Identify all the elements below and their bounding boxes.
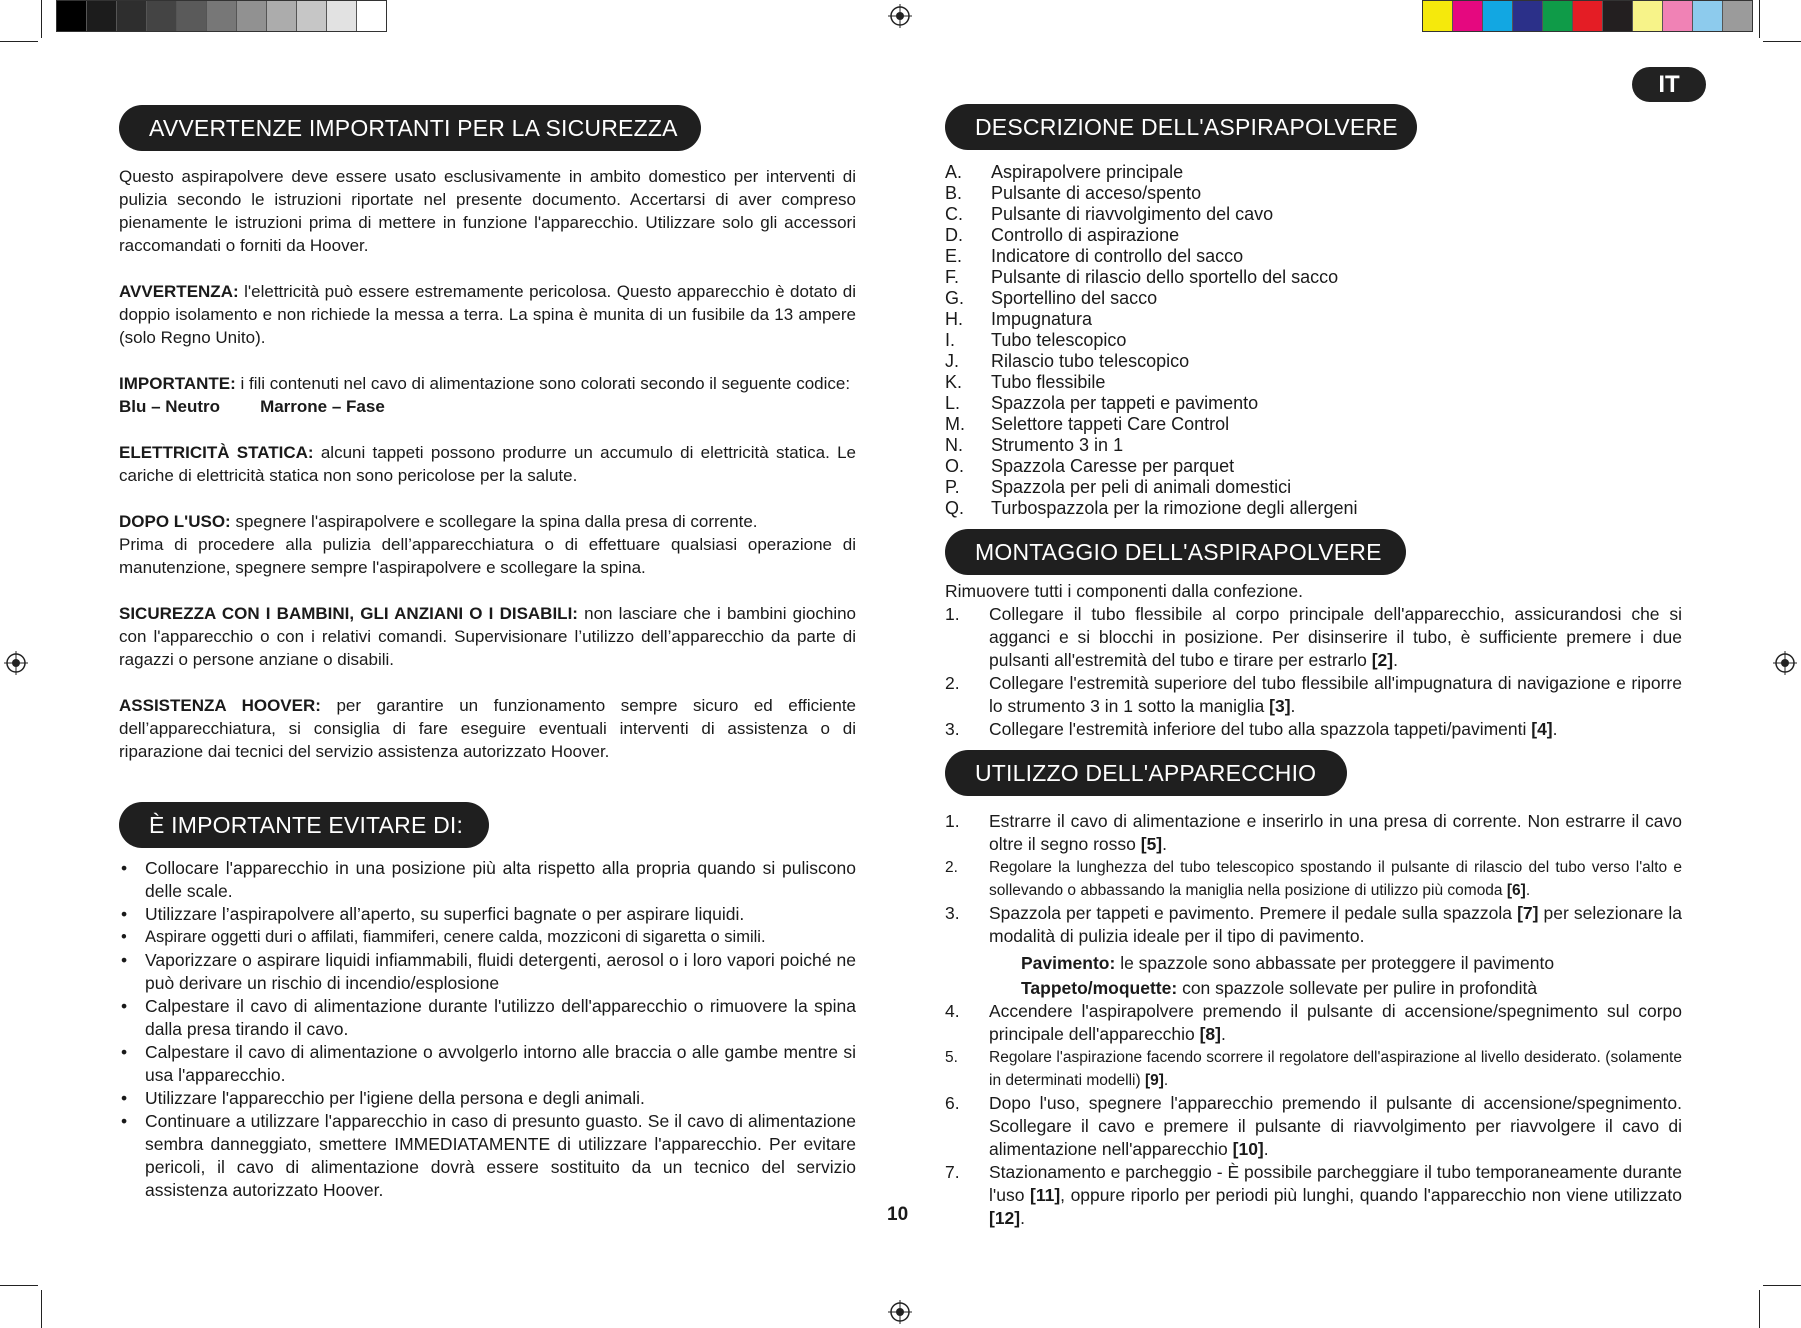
- registration-mark-icon: [4, 651, 28, 675]
- color-swatch: [297, 1, 327, 31]
- color-swatch: [1603, 1, 1633, 31]
- list-item: A. Aspirapolvere principale: [945, 162, 1184, 182]
- list-item: J. Rilascio tubo telescopico: [945, 351, 1190, 371]
- color-swatch: [207, 1, 237, 31]
- list-item: • Continuare a utilizzare l'apparecchio in caso di presunto guasto. Se il cavo di alimentazione sembra danneggiato, smettere IMMEDIATAMENTE di utilizzare l'apparecchio. Per evitare pericoli, il cavo di alimentazione dovrà essere sostituito da un tecnico del servizio assistenza autorizzato Hoover.: [119, 1110, 856, 1202]
- children-safety-paragraph: SICUREZZA CON I BAMBINI, GLI ANZIANI O I DISABILI: non lasciare che i bambini giochino con l'apparecchio o con i relativi comandi. Supervisionare l’utilizzo dell’apparecchio da parte di ragazzi o persone anziane o disabili.: [119, 604, 857, 669]
- list-item: D. Controllo di aspirazione: [945, 225, 1180, 245]
- list-item: F. Pulsante di rilascio dello sportello del sacco: [945, 267, 1339, 287]
- safety-section-body: [119, 165, 856, 763]
- safety-section-title: AVVERTENZE IMPORTANTI PER LA SICUREZZA: [119, 105, 701, 151]
- list-item: • Utilizzare l'apparecchio per l'igiene della persona e degli animali.: [119, 1087, 856, 1110]
- gray-calibration-bar: [56, 0, 387, 32]
- maintenance-paragraph: Prima di procedere alla pulizia dell’apparecchiatura o di effettuare qualsiasi operazione di manutenzione, spegnere sempre l'aspirapolvere e scollegare la spina.: [119, 535, 856, 577]
- crop-mark: [1759, 0, 1760, 38]
- usage-section-title: UTILIZZO DELL'APPARECCHIO: [945, 750, 1347, 796]
- list-item: K. Tubo flessibile: [945, 372, 1106, 392]
- list-item: • Calpestare il cavo di alimentazione o avvolgerlo intorno alle braccia o alle gambe mentre si usa l'apparecchio.: [119, 1041, 856, 1087]
- list-item: • Aspirare oggetti duri o affilati, fiammiferi, cenere calda, mozziconi di sigaretta o simili.: [119, 926, 856, 949]
- color-swatch: [327, 1, 357, 31]
- list-item: 2. Collegare l'estremità superiore del tubo flessibile all'impugnatura di navigazione e riporre lo strumento 3 in 1 sotto la maniglia [3].: [945, 673, 1682, 716]
- list-item: 7. Stazionamento e parcheggio - È possibile parcheggiare il tubo temporaneamente durante l'uso [11], oppure riporlo per periodi più lunghi, quando l'apparecchio non viene utilizzato [12].: [945, 1162, 1682, 1228]
- list-item: E. Indicatore di controllo del sacco: [945, 246, 1244, 266]
- description-section-title: DESCRIZIONE DELL'ASPIRAPOLVERE: [945, 104, 1417, 150]
- list-item: • Utilizzare l’aspirapolvere all’aperto, su superfici bagnate o per aspirare liquidi.: [119, 903, 856, 926]
- color-swatch: [57, 1, 87, 31]
- color-swatch: [1663, 1, 1693, 31]
- color-swatch: [147, 1, 177, 31]
- list-item: N. Strumento 3 in 1: [945, 435, 1124, 455]
- assembly-steps: [945, 603, 1682, 741]
- list-item: 5. Regolare l'aspirazione facendo scorrere il regolatore dell'aspirazione al livello desiderato. (solamente in determinati modelli) [9].: [945, 1049, 1682, 1089]
- list-item: 3. Collegare l'estremità inferiore del tubo alla spazzola tappeti/pavimenti [4].: [945, 719, 1558, 739]
- list-item: 2. Regolare la lunghezza del tubo telescopico spostando il pulsante di rilascio del tubo verso l'alto e sollevando o abbassando la maniglia nella posizione di utilizzo più comoda [6].: [945, 859, 1682, 899]
- avoid-list: [119, 857, 856, 1202]
- carpet-mode-line: Tappeto/moquette: con spazzole sollevate per pulire in profondità: [1021, 978, 1538, 998]
- assembly-section-title: MONTAGGIO DELL'ASPIRAPOLVERE: [945, 529, 1406, 575]
- color-swatch: [1633, 1, 1663, 31]
- list-item: 1. Collegare il tubo flessibile al corpo principale dell'apparecchio, assicurandosi che si agganci e si blocchi in posizione. Per disinserire il tubo, è sufficiente premere i due pulsanti all'estremità del tubo e tirare per estrarlo [2].: [945, 604, 1682, 670]
- avoid-section-title: È IMPORTANTE EVITARE DI:: [119, 802, 489, 848]
- list-item: P. Spazzola per peli di animali domestici: [945, 477, 1292, 497]
- crop-mark: [0, 41, 38, 42]
- list-item: 3. Spazzola per tappeti e pavimento. Premere il pedale sulla spazzola [7] per selezionare la modalità di pulizia ideale per il tipo di pavimento.: [945, 903, 1683, 946]
- list-item: M. Selettore tappeti Care Control: [945, 414, 1230, 434]
- safety-intro: Questo aspirapolvere deve essere usato esclusivamente in ambito domestico per interventi di pulizia secondo le istruzioni riportate nel presente documento. Accertarsi di aver compreso pienamente le istruzioni prima di mettere in funzione l'apparecchio. Utilizzare solo gli accessori raccomandati o forniti da Hoover.: [119, 167, 856, 255]
- list-item: 1. Estrarre il cavo di alimentazione e inserirlo in una presa di corrente. Non estrarre il cavo oltre il segno rosso [5].: [945, 811, 1682, 854]
- list-item: O. Spazzola Caresse per parquet: [945, 456, 1235, 476]
- color-swatch: [1483, 1, 1513, 31]
- color-swatch: [1423, 1, 1453, 31]
- list-item: I. Tubo telescopico: [945, 330, 1127, 350]
- color-swatch: [357, 1, 386, 31]
- warning-paragraph: AVVERTENZA: l'elettricità può essere estremamente pericolosa. Questo apparecchio è dotato di doppio isolamento e non richiede la messa a terra. La spina è munita di un fusibile da 13 ampere (solo Regno Unito).: [119, 282, 856, 347]
- color-swatch: [1573, 1, 1603, 31]
- color-swatch: [177, 1, 207, 31]
- list-item: • Vaporizzare o aspirare liquidi infiammabili, fluidi detergenti, aerosol o i loro vapori poiché ne può derivare un rischio di incendio/esplosione: [119, 949, 856, 995]
- crop-mark: [1763, 1285, 1801, 1286]
- language-badge: IT: [1632, 67, 1706, 102]
- registration-mark-icon: [888, 1300, 912, 1324]
- color-calibration-bar: [1422, 0, 1753, 32]
- crop-mark: [41, 1290, 42, 1328]
- list-item: • Calpestare il cavo di alimentazione durante l'utilizzo dell'apparecchio o rimuovere la spina dalla presa tirando il cavo.: [119, 995, 856, 1041]
- color-swatch: [1693, 1, 1723, 31]
- crop-mark: [1763, 41, 1801, 42]
- crop-mark: [41, 0, 42, 38]
- crop-mark: [0, 1285, 38, 1286]
- service-paragraph: ASSISTENZA HOOVER: per garantire un funzionamento sempre sicuro ed efficiente dell’apparecchiatura, si consiglia di fare eseguire eventuali interventi di assistenza o di riparazione dai tecnici del servizio assistenza autorizzato Hoover.: [119, 696, 857, 761]
- color-swatch: [1543, 1, 1573, 31]
- static-paragraph: ELETTRICITÀ STATICA: alcuni tappeti possono produrre un accumulo di elettricità statica. Le cariche di elettricità statica non sono pericolose per la salute.: [119, 443, 857, 485]
- list-item: L. Spazzola per tappeti e pavimento: [945, 393, 1259, 413]
- page-number: 10: [887, 1204, 909, 1225]
- parts-list: [945, 162, 1505, 519]
- color-swatch: [267, 1, 297, 31]
- assembly-intro: Rimuovere tutti i componenti dalla confezione.: [945, 581, 1303, 601]
- list-item: H. Impugnatura: [945, 309, 1093, 329]
- list-item: • Collocare l'apparecchio in una posizione più alta rispetto alla propria quando si puliscono delle scale.: [119, 857, 856, 903]
- color-swatch: [87, 1, 117, 31]
- color-swatch: [1453, 1, 1483, 31]
- list-item: B. Pulsante di acceso/spento: [945, 183, 1202, 203]
- color-swatch: [237, 1, 267, 31]
- floor-mode-line: Pavimento: le spazzole sono abbassate per proteggere il pavimento: [1021, 953, 1555, 973]
- list-item: G. Sportellino del sacco: [945, 288, 1158, 308]
- after-use-paragraph: DOPO L'USO: spegnere l'aspirapolvere e scollegare la spina dalla presa di corrente.: [119, 512, 758, 531]
- list-item: 6. Dopo l'uso, spegnere l'apparecchio premendo il pulsante di accensione/spegnimento. Scollegare il cavo e premere il pulsante di riavvolgimento per riavvolgere il cavo di alimentazione nell'apparecchio [10].: [945, 1093, 1682, 1159]
- registration-mark-icon: [888, 4, 912, 28]
- list-item: C. Pulsante di riavvolgimento del cavo: [945, 204, 1274, 224]
- color-swatch: [1723, 1, 1752, 31]
- color-swatch: [117, 1, 147, 31]
- list-item: Q. Turbospazzola per la rimozione degli allergeni: [945, 498, 1358, 518]
- crop-mark: [1759, 1290, 1760, 1328]
- registration-mark-icon: [1773, 651, 1797, 675]
- wire-colors: Blu – Neutro Marrone – Fase: [119, 397, 385, 416]
- list-item: 4. Accendere l'aspirapolvere premendo il pulsante di accensione/spegnimento sul corpo principale dell'apparecchio [8].: [945, 1001, 1682, 1044]
- color-swatch: [1513, 1, 1543, 31]
- usage-steps: [945, 810, 1682, 1230]
- important-paragraph: IMPORTANTE: i fili contenuti nel cavo di alimentazione sono colorati secondo il seguente codice:: [119, 374, 851, 393]
